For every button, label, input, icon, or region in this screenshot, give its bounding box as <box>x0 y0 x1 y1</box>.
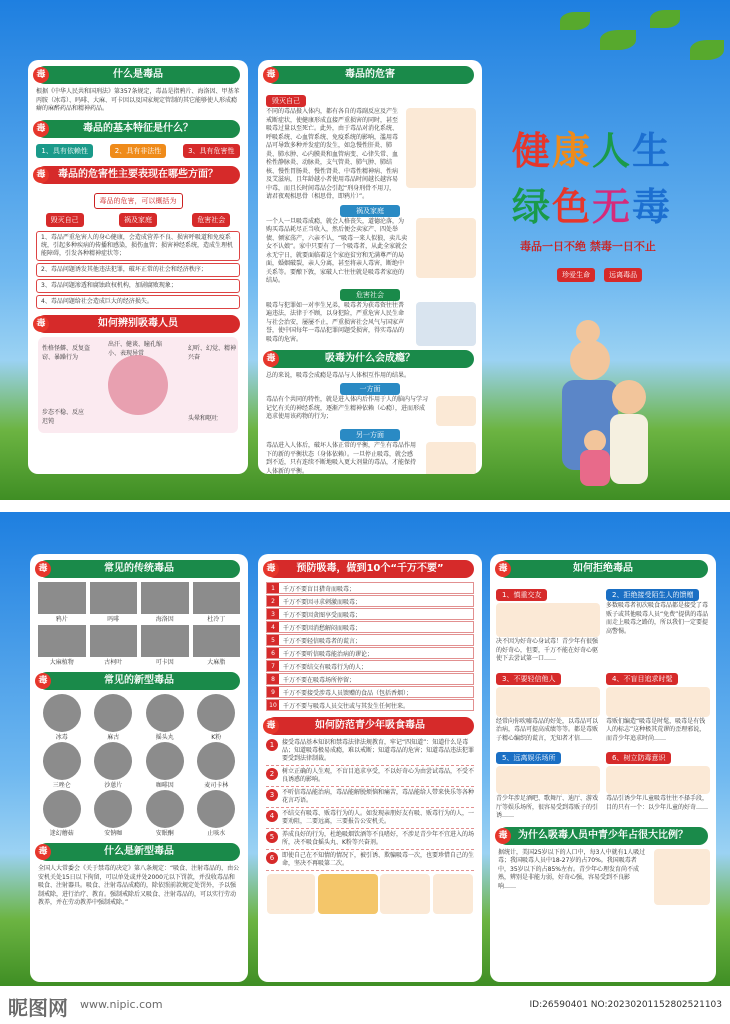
site-logo: 昵图网 <box>8 996 68 1020</box>
symptom-label: 性格怪僻、反复盗窃、暴躁行为 <box>42 344 91 361</box>
harm-item: 4、毒品问题给社会造成巨大的经济损失。 <box>36 295 240 309</box>
ban-icon: 毒 <box>495 828 511 844</box>
harm-item: 1、毒品严重危害人的身心健康，会造成营养不良、损害呼吸道和免疫系统，引起多种疾病的传播和感染，损伤血管；损害神经系统，造成生理机能障碍，引发各种精神症状等； <box>36 231 240 261</box>
drug-image <box>193 582 241 614</box>
tag-badge: 珍爱生命 <box>557 268 595 282</box>
dont-item: 10 千万不要与吸毒人员交往或与其发生任何往来。 <box>266 699 474 711</box>
section-header <box>36 66 240 84</box>
drug-image <box>94 742 132 780</box>
tip-title: 6、树立防毒意识 <box>606 752 671 764</box>
drug-card <box>90 694 138 741</box>
subheading: 一方面 <box>340 383 400 395</box>
dont-text: 千万不要因消愁解闷而吸毒； <box>283 624 362 632</box>
feature-badge: 2、具有非法性 <box>110 144 166 158</box>
prevention-text: 不听信毒品能治病，毒品能解脱烦恼和痛苦，毒品能给人带来快乐等各种花言巧语。 <box>282 789 475 804</box>
drug-label: 可卡因 <box>155 659 174 666</box>
drug-card <box>193 790 241 837</box>
inner-side <box>0 512 730 986</box>
cover-slogan: 毒品一日不绝 禁毒一日不止 <box>520 240 656 253</box>
symptom-label: 头晕和呕吐 <box>188 414 219 422</box>
prevention-text: 不结交有吸毒、贩毒行为的人。如发现亲朋好友有吸、贩毒行为的人，一要劝阻，二要远离，三要报告公安机关。 <box>282 810 475 825</box>
panel-drug-harm <box>258 60 482 474</box>
tip-text: 毒品引诱少年儿童吸毒往往不择手段，目的只有一个：以少年儿童的好奇…… <box>606 795 709 811</box>
section-header <box>266 717 474 735</box>
paragraph: 全国人大常委会《关于禁毒的决定》第八条规定：“吸食、注射毒品的，由公安机关处15日以下拘留，可以单处或并处2000元以下罚款，并没收毒品和吸食、注射器具。吸食、注射毒品成瘾的，除依照前款规定处罚外，予以强制戒除，进行治疗、教育。强制戒除后又吸食、注射毒品的，可以实行劳动教养，并在劳动教养中强制戒除。” <box>38 865 240 906</box>
drug-label: 止咳水 <box>207 830 226 837</box>
header-label: 毒品的危害性主要表现在哪些方面？ <box>58 168 218 180</box>
header-label: 如何辨别吸毒人员 <box>98 317 178 329</box>
ban-icon: 毒 <box>263 351 279 367</box>
ban-icon: 毒 <box>33 316 49 332</box>
leaf-decoration <box>560 12 590 30</box>
dont-text: 千万不要接受涉毒人员馈赠的食品（包括香烟）； <box>283 689 413 697</box>
dont-text: 千万不要与吸毒人员交往或与其发生任何往来。 <box>283 702 410 710</box>
tip-text: 多数吸毒者初次吸食毒品都是接受了毒贩子或其他吸毒人员“免费”提供的毒品而走上吸毒之路的，所以我们一定要提高警惕。 <box>606 602 709 635</box>
drug-card <box>141 582 189 623</box>
drug-card <box>193 742 241 789</box>
dont-item: 2 千万不要因寻求刺激而吸毒； <box>266 595 474 607</box>
cover-title-1: 健康人生 <box>512 129 673 173</box>
leaf-decoration <box>690 40 724 60</box>
drug-image <box>43 742 81 780</box>
dont-text: 千万不要轻信吸毒者的谎言； <box>283 637 362 645</box>
drug-label: 海洛因 <box>155 616 174 623</box>
leaf-decoration <box>600 30 636 50</box>
ban-icon: 毒 <box>33 67 49 83</box>
prevention-text: 养成良好的行为，杜绝吸烟饮酒等不良嗜好，不涉足青少年不宜进入的场所，决不吸食摇头丸、K粉等兴奋剂。 <box>282 831 475 846</box>
paragraph: 不同的毒品摄入体内，都有各自的毒副反应及产生戒断症状，使健康形成直接严重损害的同时，甚至吸毒过量以至死亡。此外，由于毒品对消化系统、呼吸系统、心血管系统、免疫系统的影响，滥用毒品可导致多种并发症的发生，如急慢性肝炎、肺炎、肺水肿、心内膜炎和血管病变、心律失常、血栓性静脉炎、动脉炎，支气管炎、肺气肿、肺结核、慢性胃肠炎、慢性肾炎、中毒性精神病、性病及艾滋病，且年龄越小者使用毒品时间越长越容易中毒，而且长时间毒品会引起“刑身刑骨不用刀，请君夜观相思骨（相思骨，即鸦片）”。 <box>266 108 399 200</box>
panel-prevention <box>258 554 482 982</box>
paragraph: 一个人一旦吸毒成瘾，就会人格丧失，道德沦落，为购买毒品耗尽正当收入，然后便会卖家产、四处举债、倾家荡产，六亲不认，“吸毒一来人似狼，卖儿卖女不认娘”。家中只要有了一个吸毒者，从此全家就会永无宁日，就要面临着这个家庭贫穷和无满尊严的局面，婚姻破裂，亲人分离，甚至将亲人毒害，断绝中关系等。要酿下敦，家破人亡往往就是吸毒者家庭的结局。 <box>266 217 408 284</box>
illustration <box>654 849 710 905</box>
ban-icon: 毒 <box>33 121 49 137</box>
section-header <box>38 560 240 578</box>
symptom-label: 步态不稳、反应迟钝 <box>42 408 85 425</box>
drug-label: 咖啡因 <box>155 782 174 789</box>
drug-image <box>38 582 86 614</box>
feature-badge: 1、具有依赖性 <box>36 144 92 158</box>
drug-image <box>197 694 235 732</box>
drug-image <box>197 742 235 780</box>
ban-icon: 毒 <box>35 561 51 577</box>
harm-badge: 毁灭自己 <box>46 213 84 227</box>
drug-label: 杜冷丁 <box>207 616 226 623</box>
outer-side <box>0 0 730 500</box>
section-header <box>266 350 474 368</box>
dont-item: 9 千万不要接受涉毒人员馈赠的食品（包括香烟）； <box>266 686 474 698</box>
drug-label: 大麻植物 <box>49 659 74 666</box>
dont-item: 4 千万不要因消愁解闷而吸毒； <box>266 621 474 633</box>
drug-image <box>193 625 241 657</box>
dont-text: 千万不要因寻求刺激而吸毒； <box>283 598 362 606</box>
tip-title: 2、拒绝接受陌生人的馈赠 <box>606 589 699 601</box>
section-header <box>36 120 240 138</box>
cover-tags <box>555 262 644 284</box>
section-header <box>38 672 240 690</box>
subheading: 危害社会 <box>340 289 400 301</box>
ban-icon: 毒 <box>263 718 279 734</box>
drug-label: 冰毒 <box>55 734 68 741</box>
drug-image <box>94 694 132 732</box>
drug-card <box>38 582 86 623</box>
drug-label: 迷幻蘑菇 <box>49 830 74 837</box>
drug-card <box>141 742 189 789</box>
symptom-label: 出汗、健谈、瞳孔缩小、表现异常 <box>108 340 163 357</box>
dont-item: 8 千万不要在吸毒场所停留； <box>266 673 474 685</box>
leaf-decoration <box>650 10 680 28</box>
header-label: 毒品的基本特征是什么？ <box>83 122 193 134</box>
drug-label: 沙蒽片 <box>104 782 123 789</box>
prevention-item: 1 接受毒品基本知识和禁毒法律法规教育，牢记“四知道”：知道什么是毒品；知道吸毒极易成瘾，难以戒断；知道毒品的危害；知道毒品违法犯罪要受到法律制裁。 <box>266 739 474 766</box>
drug-image <box>43 694 81 732</box>
section-header <box>266 66 474 84</box>
harm-item: 3、毒品问题渗透和腐蚀政权机构，加剧腐败现象； <box>36 279 240 293</box>
dont-text: 千万不要因贪图享受而吸毒； <box>283 611 362 619</box>
section-header <box>38 843 240 861</box>
ban-icon: 毒 <box>495 561 511 577</box>
header-label: 吸毒为什么会成瘾？ <box>325 352 415 364</box>
dont-text: 千万不要盲目猎奇而吸毒； <box>283 585 356 593</box>
illustration-strip <box>258 874 482 914</box>
drug-card <box>193 582 241 623</box>
drug-label: 摇头丸 <box>155 734 174 741</box>
harm-badge: 危害社会 <box>192 213 230 227</box>
drug-card <box>193 694 241 741</box>
ban-icon: 毒 <box>33 167 49 183</box>
prevention-item: 3 不听信毒品能治病，毒品能解脱烦恼和痛苦，毒品能给人带来快乐等各种花言巧语。 <box>266 789 474 808</box>
fold-gap <box>0 500 730 512</box>
summary-box: 毒品的危害，可以概括为 <box>94 193 183 209</box>
illustration <box>416 302 476 346</box>
paragraph: 总的来说，吸毒会成瘾是毒品与人体相互作用的结果。 <box>266 371 411 379</box>
drug-image <box>90 625 138 657</box>
drug-image <box>146 742 184 780</box>
dont-item: 5 千万不要轻信吸毒者的谎言； <box>266 634 474 646</box>
tag-badge: 远离毒品 <box>604 268 642 282</box>
drug-image <box>146 790 184 828</box>
drug-card <box>141 625 189 666</box>
section-header <box>498 827 708 845</box>
prevention-text: 即使自己在不知情的情况下，被引诱、欺骗吸毒一次，也要珍惜自己的生命，坚决不再吸第二次。 <box>282 852 475 867</box>
dont-item: 1 千万不要盲目猎奇而吸毒； <box>266 582 474 594</box>
section-header <box>36 315 240 333</box>
drug-image <box>90 582 138 614</box>
drug-card <box>141 694 189 741</box>
drug-image <box>38 625 86 657</box>
header-label: 什么是新型毒品 <box>104 846 174 857</box>
dont-text: 千万不要结交有吸毒行为的人； <box>283 663 368 671</box>
prevention-text: 树立正确的人生观，不盲目追求享受，不以好奇心为由尝试毒品，不受不良诱惑的影响。 <box>282 768 475 783</box>
drug-label: 古柯叶 <box>104 659 123 666</box>
header-label: 常见的新型毒品 <box>104 675 174 686</box>
header-label: 如何拒绝毒品 <box>573 563 633 574</box>
drug-card <box>38 694 86 741</box>
harm-badge: 祸及家庭 <box>119 213 157 227</box>
header-label: 常见的传统毒品 <box>104 563 174 574</box>
drug-label: K粉 <box>211 734 222 741</box>
subheading: 毁灭自己 <box>266 95 306 107</box>
tip-title: 4、不盲目追求时髦 <box>606 673 678 685</box>
drug-image <box>43 790 81 828</box>
drug-card <box>90 625 138 666</box>
ban-icon: 毒 <box>35 844 51 860</box>
prevention-item: 5 养成良好的行为，杜绝吸烟饮酒等不良嗜好，不涉足青少年不宜进入的场所，决不吸食摇头丸、K粉等兴奋剂。 <box>266 831 474 850</box>
paragraph: 根据《中华人民共和国刑法》第357条规定，毒品是指鸦片、海洛因、甲基苯丙胺（冰毒）、吗啡、大麻、可卡因以及国家规定管制的其它能够使人形成瘾癖的麻醉药品和精神药品。 <box>36 88 240 112</box>
prevention-text: 接受毒品基本知识和禁毒法律法规教育，牢记“四知道”：知道什么是毒品；知道吸毒极易成瘾，难以戒断；知道毒品的危害；知道毒品违法犯罪要受到法律制裁。 <box>282 739 475 762</box>
paragraph: 据统计，美国25岁以下的人口中，每3人中就有1人吸过毒；我国吸毒人员中18-27岁的占70%。我国吸毒者中，35岁以下的占85%左右。青少年心理发育尚不成熟，辨别是非能力弱，好奇心强，容易受到不良影响…… <box>498 848 646 890</box>
subheading: 祸及家庭 <box>340 205 400 217</box>
tip-text: 毒贩们编造“吸毒是时髦，吸毒是有钱人的标志”这种极其荒谬的歪理邪说，而青少年追求时尚…… <box>606 717 706 742</box>
header-label: 预防吸毒，做到10个“千万不要” <box>296 563 444 574</box>
ban-icon: 毒 <box>35 673 51 689</box>
tip-title: 5、远离娱乐场所 <box>496 752 561 764</box>
header-label: 为什么吸毒人员中青少年占很大比例？ <box>518 829 688 841</box>
paragraph: 吸毒与犯罪如一对孪生兄弟，吸毒者为获毒资往往普遍违法，法律于不顾，以身犯险，严重危害人民生命与社会治安，屡屡不止，严重损害社会风气与国家声誉，使中国每年一毒品犯罪问题受损害，得实毒品的吸毒的危害。 <box>266 301 405 343</box>
drug-image <box>141 625 189 657</box>
panel-common-drugs <box>30 554 248 982</box>
tip-text: 经常向你吹嘘毒品的好处，以毒品可以治病，毒品可提高成绩等等。都是毒贩子精心编织的谎言，无知者才信…… <box>496 717 599 742</box>
prevention-item: 4 不结交有吸毒、贩毒行为的人。如发现亲朋好友有吸、贩毒行为的人，一要劝阻，二要远离，三要报告公安机关。 <box>266 810 474 829</box>
family-illustration <box>540 320 690 490</box>
section-header <box>498 560 708 578</box>
drug-label: 安眠酮 <box>155 830 174 837</box>
ban-icon: 毒 <box>263 67 279 83</box>
image-id: ID:26590401 NO:20230201152802521103 <box>529 1000 722 1010</box>
drug-image <box>94 790 132 828</box>
drug-card <box>90 742 138 789</box>
drug-label: 麦司卡林 <box>204 782 229 789</box>
tip-text: 青少年涉足酒吧、歌舞厅、迪厅、游戏厅等娱乐场所，很容易受到毒贩子的引诱…… <box>496 795 599 819</box>
drug-card <box>90 582 138 623</box>
illustration <box>436 396 476 426</box>
drug-card <box>193 625 241 666</box>
illustration <box>406 108 476 188</box>
panel-refuse-drugs <box>490 554 716 982</box>
illustration <box>416 218 476 278</box>
drug-label: 麻古 <box>107 734 120 741</box>
header-label: 毒品的危害 <box>345 69 395 80</box>
tip-text: 决不因为好奇心身试毒！青少年有很强的好奇心，但要，千万不能在好奇心驱使下去尝试第一口…… <box>496 638 599 662</box>
symptom-diagram <box>38 337 238 433</box>
dont-text: 千万不要听信吸毒能治病的谬论； <box>283 650 374 658</box>
drug-label: 大麻脂 <box>207 659 226 666</box>
tip-title: 3、不要轻信他人 <box>496 673 561 685</box>
illustration <box>426 442 476 474</box>
prevention-item: 2 树立正确的人生观，不盲目追求享受，不以好奇心为由尝试毒品，不受不良诱惑的影响。 <box>266 768 474 787</box>
header-label: 什么是毒品 <box>113 69 163 80</box>
refuse-grid <box>490 582 716 821</box>
section-header <box>266 560 474 578</box>
dont-item: 7 千万不要结交有吸毒行为的人； <box>266 660 474 672</box>
drug-image <box>197 790 235 828</box>
section-header <box>36 166 240 184</box>
header-label: 如何防范青少年吸食毒品 <box>315 720 425 731</box>
dont-item: 6 千万不要听信吸毒能治病的谬论； <box>266 647 474 659</box>
paragraph: 毒品进入人体后，破坏人体正常的平衡，产生有毒品作用下的新的平衡状态（身体依赖）。一旦停止吸毒，就会感到不适，只有连续不断地吸入更大剂量的毒品，才能保持人体新的平衡。 <box>266 442 417 474</box>
drug-card <box>90 790 138 837</box>
dont-item: 3 千万不要因贪图享受而吸毒； <box>266 608 474 620</box>
drug-card <box>141 790 189 837</box>
dont-text: 千万不要在吸毒场所停留； <box>283 676 356 684</box>
site-url: www.nipic.com <box>80 998 163 1011</box>
tip-title: 1、慎重交友 <box>496 589 547 601</box>
paragraph: 毒品有个共同的特性，就是进入体内后作用于人的脑内与学习记忆有关的神经系统，逐渐产生精神依赖（心瘾），进而形成追求使用该药物的行为； <box>266 396 429 420</box>
subheading: 另一方面 <box>340 429 400 441</box>
harm-item: 2、毒品问题诱发其他违法犯罪，破坏正常的社会和经济秩序； <box>36 263 240 277</box>
drug-label: 三唑仑 <box>52 782 71 789</box>
drug-image <box>141 582 189 614</box>
ban-icon: 毒 <box>263 561 279 577</box>
drug-card <box>38 625 86 666</box>
watermark-bar <box>0 986 730 1024</box>
symptom-label: 幻听、幻觉、精神兴奋 <box>188 344 237 361</box>
person-illustration <box>108 355 168 415</box>
feature-badge: 3、具有危害性 <box>183 144 239 158</box>
drug-label: 吗啡 <box>107 616 120 623</box>
cover-title-2: 绿色无毒 <box>512 185 673 229</box>
drug-card <box>38 742 86 789</box>
prevention-item: 6 即使自己在不知情的情况下，被引诱、欺骗吸毒一次，也要珍惜自己的生命，坚决不再吸第二次。 <box>266 852 474 871</box>
drug-card <box>38 790 86 837</box>
drug-image <box>146 694 184 732</box>
drug-label: 鸦片 <box>55 616 68 623</box>
drug-label: 安钠咖 <box>104 830 123 837</box>
panel-what-is-drug <box>28 60 248 474</box>
